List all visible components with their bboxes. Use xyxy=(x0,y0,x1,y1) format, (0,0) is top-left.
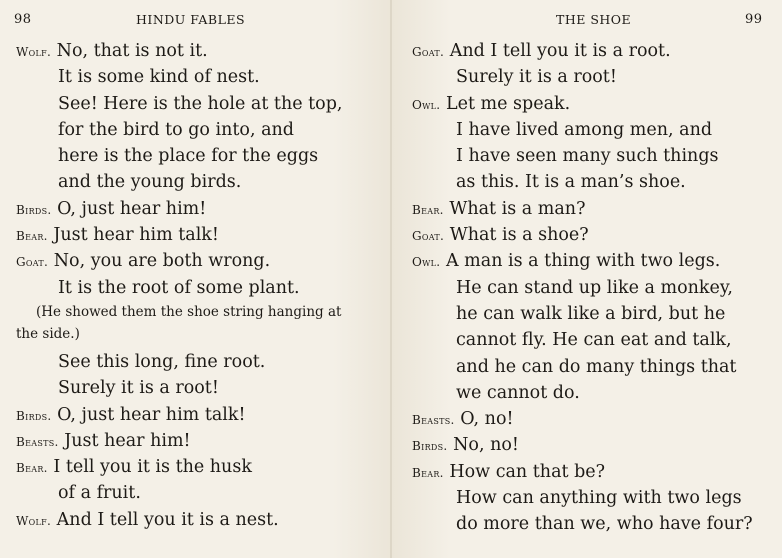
text-line xyxy=(412,275,753,301)
text-line xyxy=(16,275,342,301)
speaker-label: Goat. xyxy=(16,255,49,270)
line-text: And I tell you it is a nest. xyxy=(56,509,279,530)
line-text: as this. It is a man’s shoe. xyxy=(456,172,686,193)
text-line xyxy=(412,169,753,195)
line-text: It is some kind of nest. xyxy=(58,67,260,88)
line-text: here is the place for the eggs xyxy=(58,146,319,167)
speaker-label: Birds. xyxy=(16,408,52,423)
line-text: And I tell you it is a root. xyxy=(449,41,671,61)
text-line xyxy=(412,511,753,537)
line-text: Surely it is a root! xyxy=(58,378,219,399)
dialogue-text xyxy=(412,38,753,538)
speaker-label: Beasts. xyxy=(412,413,455,428)
line-text: of a fruit. xyxy=(58,483,141,504)
speaker-label: Beasts. xyxy=(16,434,59,449)
line-text: A man is a thing with two legs. xyxy=(445,251,721,272)
page-number: 99 xyxy=(745,12,763,27)
line-text: we cannot do. xyxy=(456,382,580,403)
text-line xyxy=(16,248,342,274)
text-line xyxy=(412,38,753,64)
text-line xyxy=(412,406,753,432)
line-text: I have seen many such things xyxy=(456,146,719,167)
text-line xyxy=(16,480,342,506)
line-text: Let me speak. xyxy=(445,93,571,114)
speaker-label: Owl. xyxy=(412,255,441,270)
text-line xyxy=(16,169,342,195)
text-line xyxy=(412,64,753,90)
speaker-label: Birds. xyxy=(412,439,448,454)
line-text: for the bird to go into, and xyxy=(58,119,294,140)
text-line xyxy=(412,91,753,117)
speaker-label: Bear. xyxy=(16,461,48,476)
text-line xyxy=(16,196,342,222)
line-text: See! Here is the hole at the top, xyxy=(58,93,343,114)
text-line xyxy=(16,507,342,533)
text-line xyxy=(16,91,342,117)
line-text: No, no! xyxy=(453,435,519,456)
text-line xyxy=(16,64,342,90)
line-text: O, just hear him! xyxy=(57,198,207,219)
line-text: the side.) xyxy=(16,325,80,342)
stage-direction xyxy=(16,301,342,323)
text-line xyxy=(16,38,342,64)
speaker-label: Bear. xyxy=(16,229,48,244)
text-line xyxy=(412,196,753,222)
text-line xyxy=(412,248,753,274)
text-line xyxy=(16,428,342,454)
speaker-label: Goat. xyxy=(412,45,445,59)
text-line xyxy=(16,117,342,143)
line-text: It is the root of some plant. xyxy=(58,277,300,298)
line-text: He can stand up like a monkey, xyxy=(456,277,733,298)
page-number: 98 xyxy=(14,12,32,27)
line-text: do more than we, who have four? xyxy=(456,514,753,535)
text-line xyxy=(412,432,753,458)
text-line xyxy=(16,349,342,375)
line-text: No, you are both wrong. xyxy=(53,251,271,272)
line-text: and he can do many things that xyxy=(456,356,737,377)
text-line xyxy=(412,301,753,327)
stage-direction xyxy=(16,323,342,345)
line-text: cannot fly. He can eat and talk, xyxy=(456,330,732,351)
running-head: HINDU FABLES xyxy=(136,12,246,27)
speaker-label: Bear. xyxy=(412,202,444,217)
line-text: What is a man? xyxy=(449,198,586,219)
text-line xyxy=(16,402,342,428)
line-text: he can walk like a bird, but he xyxy=(456,303,726,324)
line-text: I tell you it is the husk xyxy=(53,457,252,478)
text-line xyxy=(412,117,753,143)
line-text: See this long, fine root. xyxy=(58,351,266,372)
line-text: (He showed them the shoe string hanging at xyxy=(36,303,342,320)
line-text: How can anything with two legs xyxy=(456,488,742,509)
speaker-label: Bear. xyxy=(412,465,444,480)
speaker-label: Goat. xyxy=(412,229,445,244)
line-text: How can that be? xyxy=(449,461,606,482)
running-head: THE SHOE xyxy=(556,12,632,27)
line-text: I have lived among men, and xyxy=(456,119,713,140)
text-line xyxy=(412,354,753,380)
line-text: O, no! xyxy=(460,409,514,430)
speaker-label: Owl. xyxy=(412,97,441,112)
line-text: Surely it is a root! xyxy=(456,67,617,88)
right-page xyxy=(392,0,782,558)
line-text: No, that is not it. xyxy=(56,41,208,61)
text-line xyxy=(412,485,753,511)
line-text: and the young birds. xyxy=(58,172,242,193)
text-line xyxy=(412,222,753,248)
text-line xyxy=(16,454,342,480)
dialogue-text xyxy=(16,38,342,533)
text-line xyxy=(16,375,342,401)
text-line xyxy=(16,143,342,169)
text-line xyxy=(412,459,753,485)
line-text: O, just hear him talk! xyxy=(57,404,246,425)
text-line xyxy=(412,143,753,169)
text-line xyxy=(16,222,342,248)
line-text: What is a shoe? xyxy=(449,225,589,246)
text-line xyxy=(412,327,753,353)
speaker-label: Birds. xyxy=(16,202,52,217)
speaker-label: Wolf. xyxy=(16,513,52,528)
text-line xyxy=(412,380,753,406)
line-text: Just hear him! xyxy=(64,430,191,451)
speaker-label: Wolf. xyxy=(16,45,52,59)
line-text: Just hear him talk! xyxy=(53,225,219,246)
